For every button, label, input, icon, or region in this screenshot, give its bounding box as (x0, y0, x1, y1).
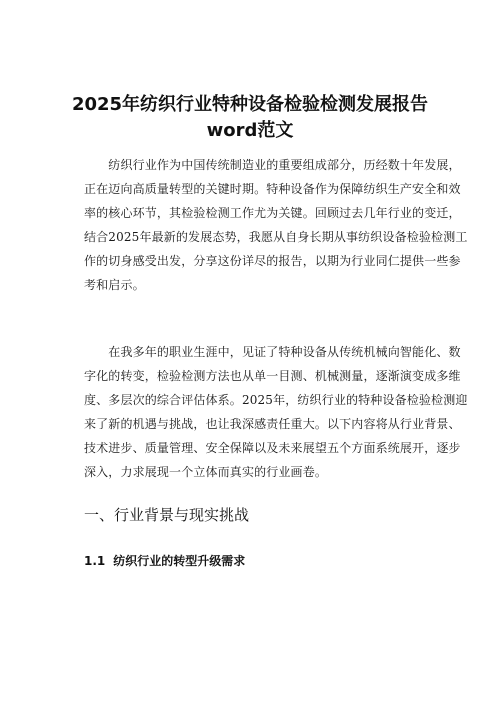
paragraph-line: 在我多年的职业生涯中，见证了特种设备从传统机械向智能化、数 (84, 345, 461, 359)
paragraph-line: 作的切身感受出发，分享这份详尽的报告，以期为行业同仁提供一些参 (84, 254, 461, 268)
subsection-number: 1.1 (84, 554, 106, 568)
paragraph-line: 纺织行业作为中国传统制造业的重要组成部分，历经数十年发展， (84, 158, 461, 172)
experience-paragraph (84, 340, 468, 484)
paragraph-line: 字化的转变，检验检测方法也从单一目测、机械测量，逐渐演变成多维 (84, 369, 461, 383)
section-heading: 一、行业背景与现实挑战 (84, 506, 250, 524)
subsection-title: 纺织行业的转型升级需求 (113, 554, 246, 568)
paragraph-line: 考和启示。 (84, 278, 145, 292)
intro-paragraph (84, 153, 468, 297)
paragraph-line: 来了新的机遇与挑战，也让我深感责任重大。以下内容将从行业背景、 (84, 417, 461, 431)
document-title-line-1: 2025年纺织行业特种设备检验检测发展报告 (71, 94, 429, 115)
document-title-line-2: word范文 (206, 120, 294, 141)
paragraph-line: 技术进步、质量管理、安全保障以及未来展望五个方面系统展开，逐步 (84, 441, 461, 455)
paragraph-line: 深入，力求展现一个立体而真实的行业画卷。 (84, 465, 328, 479)
paragraph-line: 率的核心环节，其检验检测工作尤为关键。回顾过去几年行业的变迁， (84, 206, 461, 220)
subsection-heading (84, 551, 245, 571)
paragraph-line: 正在迈向高质量转型的关键时期。特种设备作为保障纺织生产安全和效 (84, 182, 461, 196)
paragraph-line: 结合2025年最新的发展态势，我愿从自身长期从事纺织设备检验检测工 (84, 230, 468, 244)
paragraph-line: 度、多层次的综合评估体系。2025年，纺织行业的特种设备检验检测迎 (84, 393, 468, 407)
